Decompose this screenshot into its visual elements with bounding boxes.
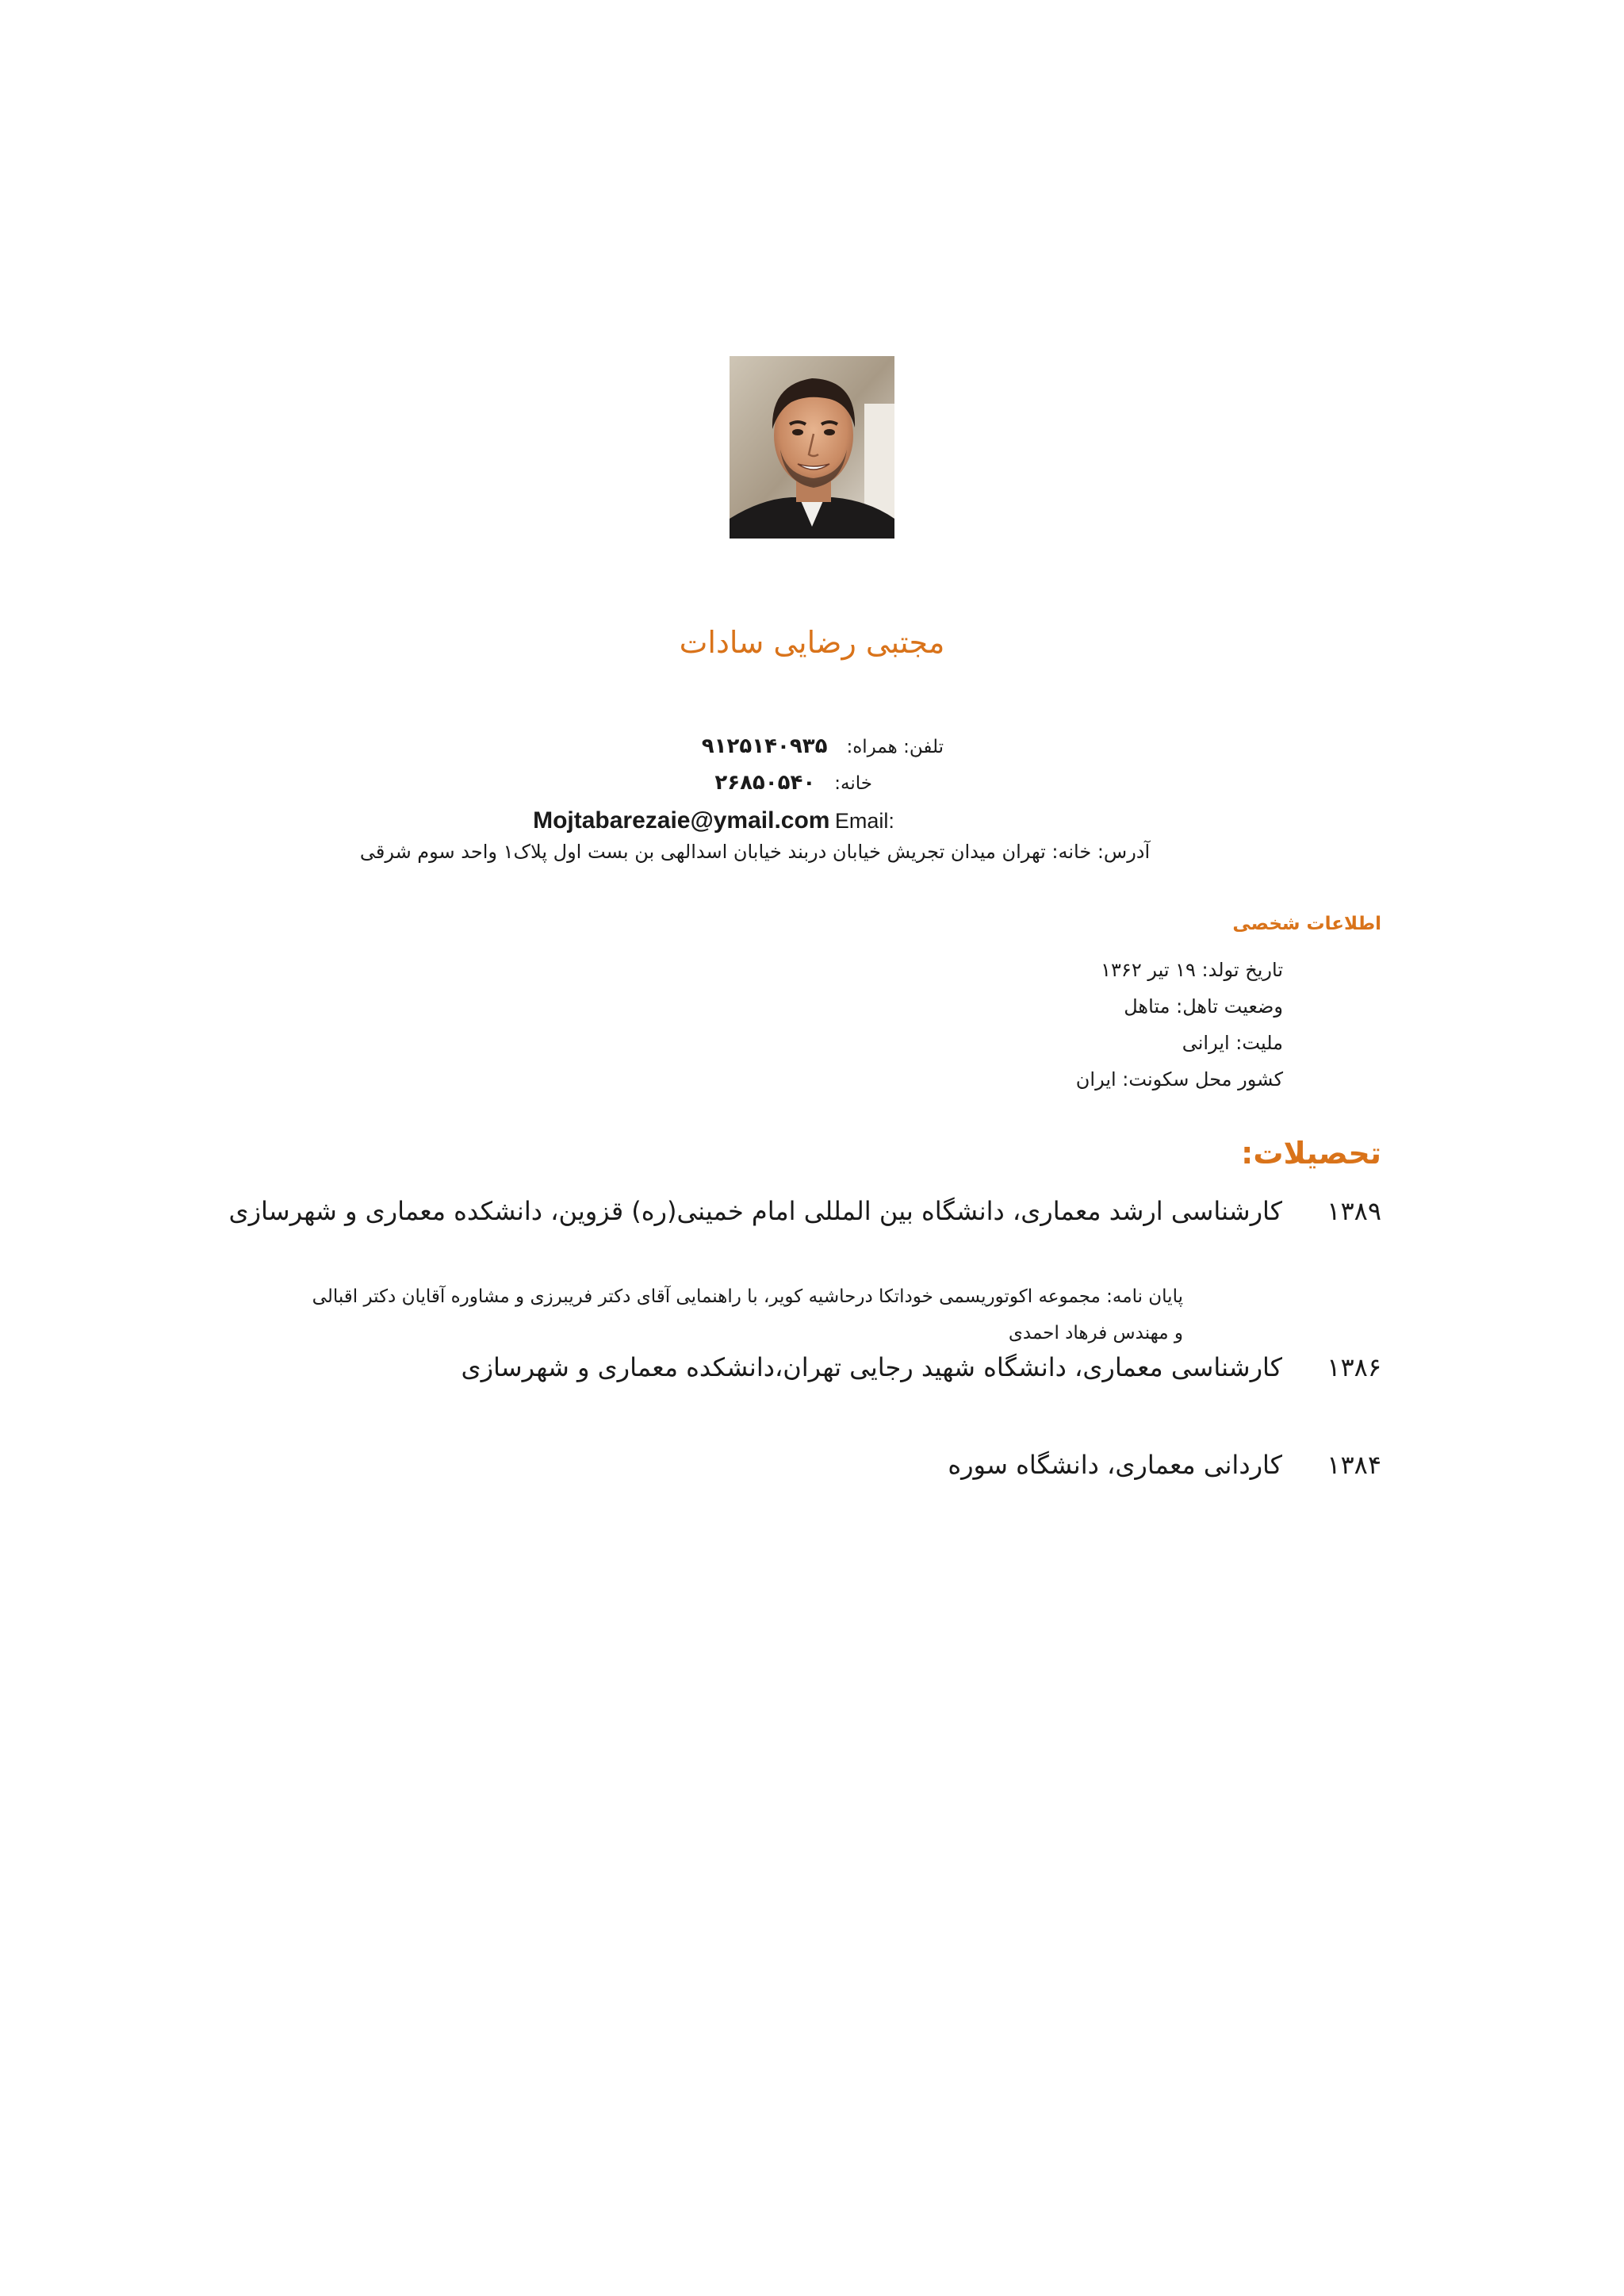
education-entry	[948, 1450, 1381, 1480]
home-phone-line	[682, 771, 872, 795]
personal-info-item: تاریخ تولد: ۱۹ تیر ۱۳۶۲	[1101, 959, 1283, 981]
education-entry	[229, 1196, 1381, 1226]
education-year: ۱۳۸۴	[1327, 1450, 1381, 1480]
mobile-phone-label: تلفن: همراه:	[846, 737, 944, 757]
home-phone-value: ۲۶۸۵۰۵۴۰	[714, 771, 816, 795]
address-line: آدرس: خانه: تهران میدان تجریش خیابان دربند خیابان اسدالهی بن بست اول پلاک۱ واحد سوم شرقی	[359, 841, 1151, 863]
profile-photo	[730, 356, 894, 539]
personal-info-list	[1076, 952, 1283, 1098]
personal-info-item: ملیت: ایرانی	[1182, 1032, 1283, 1054]
mobile-phone-line	[682, 734, 944, 758]
person-name: مجتبی رضایی سادات	[679, 625, 945, 660]
email-value[interactable]: Mojtabarezaie@ymail.com	[533, 807, 830, 834]
education-desc: کارشناسی معماری، دانشگاه شهید رجایی تهران،دانشکده معماری و شهرسازی	[461, 1352, 1282, 1382]
education-title: تحصیلات:	[1241, 1136, 1381, 1171]
email-label: Email:	[834, 809, 894, 833]
thesis-text: پایان نامه: مجموعه اکوتوریسمی خوداتکا درحاشیه کویر، با راهنمایی آقای دکتر فریبرزی و مشاوره آقایان دکتر اقبالی و مهندس فرهاد احمدی	[312, 1286, 1183, 1343]
personal-info-title: اطلاعات شخصی	[1232, 914, 1381, 934]
education-year: ۱۳۸۹	[1327, 1196, 1381, 1226]
mobile-phone-value: ۹۱۲۵۱۴۰۹۳۵	[701, 734, 828, 758]
education-desc: کارشناسی ارشد معماری، دانشگاه بین المللی امام خمینی(ره) قزوین، دانشکده معماری و شهرسازی	[228, 1196, 1282, 1226]
education-year: ۱۳۸۶	[1327, 1352, 1381, 1382]
education-entry	[462, 1352, 1381, 1382]
home-phone-label: خانه:	[834, 773, 872, 794]
education-desc: کاردانی معماری، دانشگاه سوره	[948, 1450, 1282, 1480]
email-line	[476, 807, 952, 834]
personal-info-item: کشور محل سکونت: ایران	[1075, 1068, 1283, 1091]
profile-photo-image	[730, 356, 894, 539]
personal-info-item: وضعیت تاهل: متاهل	[1124, 995, 1283, 1018]
